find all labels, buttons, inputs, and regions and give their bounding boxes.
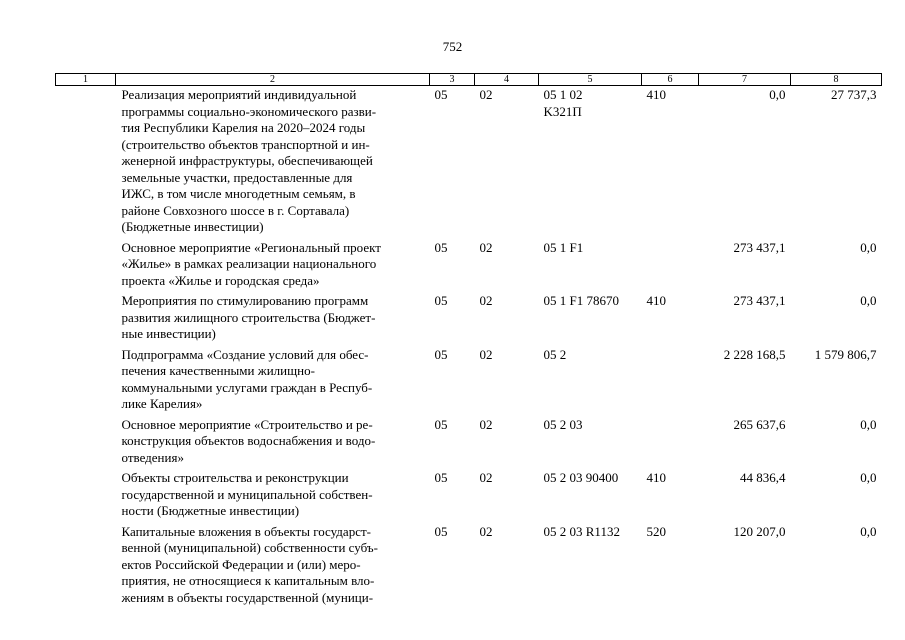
column-number-row [56,74,882,86]
item-name-line: программы социально-экономического разви- [121,103,377,119]
item-name-line: отведения» [121,449,184,465]
item-name-line: Основное мероприятие «Строительство и ре- [121,416,373,432]
column-header-1: 1 [56,74,116,86]
item-name-line: (Бюджетные инвестиции) [121,219,264,234]
item-name-line: земельные участки, предоставленные для [121,169,353,185]
page-number: 752 [442,39,463,54]
item-name-line: (строительство объектов транспортной и ин- [121,136,370,152]
cell-empty [56,239,116,293]
cell-empty [56,292,116,346]
target-article-line: 05 2 03 90400 [543,470,619,485]
cell-expense-type [642,346,699,416]
cell-amount-1: 273 437,1 [733,239,786,255]
cell-amount-2: 1 579 806,7 [814,346,877,362]
cell-empty [56,523,116,610]
target-article-line: 05 1 F1 [543,239,584,255]
cell-expense-type: 410 [646,470,666,485]
item-name-line: ИЖС, в том числе многодетным семьям, в [121,186,356,201]
cell-item-name [116,239,430,293]
cell-expense-type [642,416,699,470]
cell-empty [56,469,116,523]
cell-subsection: 02 [479,293,493,308]
item-name-line: ности (Бюджетные инвестиции) [121,503,300,518]
cell-amount-2: 0,0 [860,470,877,485]
cell-subsection: 02 [479,470,493,485]
item-name-line: печения качественными жилищно- [121,363,315,378]
cell-amount-1: 120 207,0 [733,523,786,539]
cell-expense-type [642,239,699,293]
cell-section: 05 [434,346,448,362]
item-name-line: приятия, не относящиеся к капитальным вло- [121,573,375,588]
column-header-5: 5 [539,74,642,86]
cell-expense-type: 520 [646,523,666,539]
cell-item-name [116,346,430,416]
table-row [56,416,882,470]
item-name-line: государственной и муниципальной собствен- [121,486,373,502]
cell-amount-2: 27 737,3 [831,87,877,102]
table-row [56,239,882,293]
cell-amount-1: 273 437,1 [733,293,786,308]
cell-target-article [539,416,642,470]
cell-section: 05 [434,416,448,432]
item-name-line: венной (муниципальной) собственности субъ- [121,540,378,555]
column-header-2: 2 [116,74,430,86]
cell-expense-type: 410 [646,293,666,308]
cell-subsection: 02 [479,87,493,102]
table-row [56,469,882,523]
cell-section: 05 [434,293,448,308]
item-name-line: развития жилищного строительства (Бюджет- [121,309,376,325]
item-name-line: тия Республики Карелия на 2020–2024 годы [121,120,366,135]
cell-expense-type: 410 [646,87,666,102]
item-name-line: конструкция объектов водоснабжения и водо- [121,433,376,448]
item-name-line: ные инвестиции) [121,326,216,341]
table-header [56,74,882,86]
cell-amount-1: 265 637,6 [733,416,786,432]
item-name-line: Реализация мероприятий индивидуальной [121,87,357,102]
cell-subsection: 02 [479,523,493,539]
column-header-3: 3 [430,74,475,86]
table-row [56,86,882,239]
item-name-line: Подпрограмма «Создание условий для обес- [121,346,369,362]
cell-empty [56,416,116,470]
cell-target-article [539,86,642,239]
cell-amount-1: 2 228 168,5 [723,346,786,362]
table-row [56,346,882,416]
cell-target-article [539,292,642,346]
cell-item-name [116,469,430,523]
cell-amount-2: 0,0 [860,239,877,255]
cell-target-article [539,346,642,416]
item-name-line: лике Карелия» [121,396,203,411]
cell-amount-2: 0,0 [860,416,877,432]
cell-section: 05 [434,239,448,255]
item-name-line: «Жилье» в рамках реализации национального [121,256,377,271]
target-article-line: 05 2 03 [543,416,583,432]
target-article-line: 05 1 02 [543,87,583,102]
cell-amount-1: 44 836,4 [740,470,786,485]
cell-subsection: 02 [479,416,493,432]
item-name-line: Объекты строительства и реконструкции [121,470,349,485]
column-header-6: 6 [642,74,699,86]
cell-section: 05 [434,470,448,485]
table-row [56,292,882,346]
target-article-line: K321П [543,103,582,119]
item-name-line: проекта «Жилье и городская среда» [121,272,320,288]
cell-subsection: 02 [479,239,493,255]
item-name-line: Мероприятия по стимулированию программ [121,293,369,308]
column-header-7: 7 [699,74,791,86]
cell-amount-2: 0,0 [860,293,877,308]
cell-amount-2: 0,0 [860,523,877,539]
item-name-line: районе Совхозного шоссе в г. Сортавала) [121,202,350,218]
budget-table [55,73,882,609]
cell-item-name [116,86,430,239]
cell-section: 05 [434,87,448,102]
table-body [56,86,882,610]
cell-empty [56,86,116,239]
cell-target-article [539,239,642,293]
target-article-line: 05 2 03 R1132 [543,523,620,539]
target-article-line: 05 2 [543,346,567,362]
item-name-line: Капитальные вложения в объекты государст- [121,523,371,539]
cell-item-name [116,523,430,610]
item-name-line: жениям в объекты государственной (муници- [121,589,374,605]
column-header-8: 8 [791,74,882,86]
table-row [56,523,882,610]
cell-subsection: 02 [479,346,493,362]
cell-target-article [539,523,642,610]
item-name-line: коммунальными услугами граждан в Респуб- [121,379,373,395]
target-article-line: 05 1 F1 78670 [543,293,619,308]
item-name-line: женерной инфраструктуры, обеспечивающей [121,153,373,168]
column-header-4: 4 [475,74,539,86]
item-name-line: Основное мероприятие «Региональный проект [121,239,381,255]
cell-item-name [116,292,430,346]
cell-amount-1: 0,0 [769,87,786,102]
cell-section: 05 [434,523,448,539]
cell-empty [56,346,116,416]
cell-item-name [116,416,430,470]
item-name-line: ектов Российской Федерации и (или) меро- [121,556,361,572]
cell-target-article [539,469,642,523]
